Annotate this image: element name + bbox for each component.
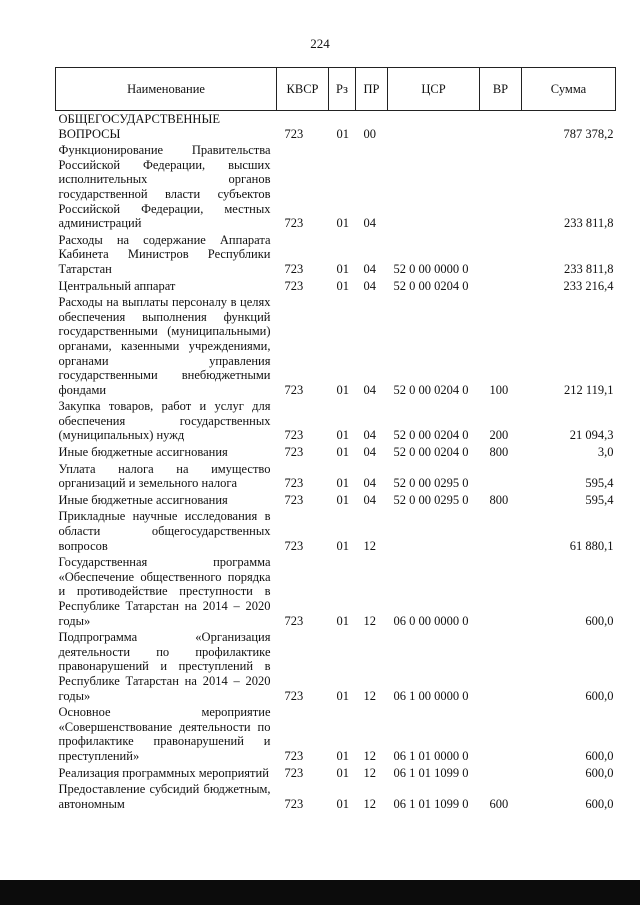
row-vr: 200 <box>489 428 509 443</box>
row-rz: 01 <box>336 538 349 553</box>
table-row <box>56 398 616 444</box>
row-kvsr: 723 <box>284 748 304 763</box>
row-sum: 600,0 <box>585 688 614 703</box>
row-rz: 01 <box>336 688 349 703</box>
row-rz: 01 <box>336 428 349 443</box>
row-vr <box>480 461 522 492</box>
row-csr: 52 0 00 0204 0 <box>393 428 469 443</box>
row-vr: 100 <box>489 382 509 397</box>
table-row <box>56 781 616 812</box>
budget-table <box>55 67 616 812</box>
row-sum: 600,0 <box>585 765 614 780</box>
row-name: Основное мероприятие «Совершенствование деятельности по профилактике правонарушений и преступлений» <box>58 705 271 763</box>
row-rz: 01 <box>336 261 349 276</box>
row-csr <box>388 508 480 554</box>
row-vr <box>480 508 522 554</box>
row-sum: 600,0 <box>585 748 614 763</box>
row-kvsr: 723 <box>284 492 304 507</box>
row-rz: 01 <box>336 126 349 141</box>
row-sum: 600,0 <box>585 613 614 628</box>
row-pr: 12 <box>363 688 376 703</box>
row-pr: 04 <box>363 278 376 293</box>
row-name: ОБЩЕГОСУДАРСТВЕННЫЕ ВОПРОСЫ <box>58 112 220 141</box>
row-vr: 600 <box>489 796 509 811</box>
page-number: 224 <box>310 36 330 51</box>
row-pr: 12 <box>363 538 376 553</box>
row-pr: 04 <box>363 216 376 231</box>
row-kvsr: 723 <box>284 796 304 811</box>
table-row <box>56 294 616 398</box>
row-csr: 06 1 01 0000 0 <box>393 748 469 763</box>
table-row <box>56 508 616 554</box>
table-row <box>56 232 616 278</box>
row-vr <box>480 111 522 143</box>
row-name: Расходы на содержание Аппарата Кабинета Министров Республики Татарстан <box>58 232 271 276</box>
row-kvsr: 723 <box>284 476 304 491</box>
row-rz: 01 <box>336 492 349 507</box>
row-vr <box>480 765 522 782</box>
row-rz: 01 <box>336 382 349 397</box>
row-pr: 12 <box>363 796 376 811</box>
header-pr: ПР <box>356 68 388 111</box>
row-kvsr: 723 <box>284 538 304 553</box>
header-name: Наименование <box>56 68 277 111</box>
row-rz: 01 <box>336 476 349 491</box>
row-pr: 04 <box>363 382 376 397</box>
row-kvsr: 723 <box>284 445 304 460</box>
row-csr: 52 0 00 0204 0 <box>393 382 469 397</box>
row-pr: 04 <box>363 261 376 276</box>
row-name: Центральный аппарат <box>58 278 176 293</box>
scan-bottom-edge <box>0 880 640 905</box>
row-name: Иные бюджетные ассигнования <box>58 492 228 507</box>
row-rz: 01 <box>336 765 349 780</box>
row-csr: 52 0 00 0204 0 <box>393 278 469 293</box>
row-pr: 04 <box>363 492 376 507</box>
row-rz: 01 <box>336 278 349 293</box>
row-sum: 3,0 <box>597 445 614 460</box>
row-pr: 12 <box>363 765 376 780</box>
row-kvsr: 723 <box>284 428 304 443</box>
row-sum: 21 094,3 <box>569 428 614 443</box>
table-row <box>56 142 616 232</box>
row-name: Уплата налога на имущество организаций и земельного налога <box>58 461 271 491</box>
row-sum: 233 811,8 <box>563 216 614 231</box>
row-sum: 787 378,2 <box>563 126 614 141</box>
row-sum: 233 811,8 <box>563 261 614 276</box>
row-sum: 595,4 <box>585 492 614 507</box>
row-vr <box>480 704 522 764</box>
row-kvsr: 723 <box>284 382 304 397</box>
row-rz: 01 <box>336 216 349 231</box>
row-sum: 61 880,1 <box>569 538 614 553</box>
table-row <box>56 492 616 509</box>
row-rz: 01 <box>336 445 349 460</box>
row-name: Государственная программа «Обеспечение общественного порядка и противодействие преступности в Республике Татарстан на 2014 – 2020 годы» <box>58 555 271 628</box>
table-row <box>56 461 616 492</box>
header-rz: Рз <box>329 68 356 111</box>
table-row <box>56 554 616 629</box>
header-csr: ЦСР <box>388 68 480 111</box>
row-vr <box>480 278 522 295</box>
row-rz: 01 <box>336 748 349 763</box>
row-vr: 800 <box>489 492 509 507</box>
header-sum: Сумма <box>522 68 616 111</box>
header-vr: ВР <box>480 68 522 111</box>
row-csr: 06 1 00 0000 0 <box>393 688 469 703</box>
row-kvsr: 723 <box>284 613 304 628</box>
row-sum: 233 216,4 <box>563 278 614 293</box>
row-sum: 600,0 <box>585 796 614 811</box>
row-name: Закупка товаров, работ и услуг для обеспечения государственных (муниципальных) нужд <box>58 399 271 443</box>
table-header-row <box>56 68 616 111</box>
row-vr <box>480 629 522 704</box>
row-csr: 52 0 00 0000 0 <box>393 261 469 276</box>
row-kvsr: 723 <box>284 261 304 276</box>
row-rz: 01 <box>336 796 349 811</box>
table-row <box>56 278 616 295</box>
row-name: Реализация программных мероприятий <box>58 765 269 780</box>
row-kvsr: 723 <box>284 126 304 141</box>
row-csr <box>388 111 480 143</box>
row-name: Иные бюджетные ассигнования <box>58 445 228 460</box>
row-csr <box>388 142 480 232</box>
row-csr: 06 1 01 1099 0 <box>393 765 469 780</box>
row-name: Расходы на выплаты персоналу в целях обеспечения выполнения функций государственными (муниципальными) органами, казенными учреждениями, органами управления государственными внебюджетными фондами <box>58 295 271 397</box>
row-pr: 00 <box>363 126 376 141</box>
row-kvsr: 723 <box>284 216 304 231</box>
row-vr <box>480 232 522 278</box>
row-csr: 52 0 00 0295 0 <box>393 492 469 507</box>
row-vr <box>480 554 522 629</box>
table-row <box>56 111 616 143</box>
row-csr: 52 0 00 0204 0 <box>393 445 469 460</box>
row-rz: 01 <box>336 613 349 628</box>
row-name: Предоставление субсидий бюджетным, автономным <box>58 782 271 811</box>
row-name: Прикладные научные исследования в области общегосударственных вопросов <box>58 509 271 553</box>
row-kvsr: 723 <box>284 765 304 780</box>
row-kvsr: 723 <box>284 278 304 293</box>
row-csr: 06 1 01 1099 0 <box>393 796 469 811</box>
row-csr: 52 0 00 0295 0 <box>393 476 469 491</box>
table-row <box>56 444 616 461</box>
row-name: Функционирование Правительства Российской Федерации, высших исполнительных органов государственной власти субъектов Российской Федерации, местных администраций <box>58 143 271 231</box>
row-csr: 06 0 00 0000 0 <box>393 613 469 628</box>
row-sum: 595,4 <box>585 476 614 491</box>
table-row <box>56 629 616 704</box>
row-name: Подпрограмма «Организация деятельности по профилактике правонарушений и преступлений в Республике Татарстан на 2014 – 2020 годы» <box>58 630 271 703</box>
table-row <box>56 704 616 764</box>
header-kvsr: КВСР <box>277 68 329 111</box>
row-pr: 12 <box>363 613 376 628</box>
row-sum: 212 119,1 <box>563 382 614 397</box>
row-pr: 04 <box>363 428 376 443</box>
row-pr: 12 <box>363 748 376 763</box>
row-pr: 04 <box>363 445 376 460</box>
row-vr <box>480 142 522 232</box>
table-row <box>56 765 616 782</box>
row-vr: 800 <box>489 445 509 460</box>
row-kvsr: 723 <box>284 688 304 703</box>
row-pr: 04 <box>363 476 376 491</box>
